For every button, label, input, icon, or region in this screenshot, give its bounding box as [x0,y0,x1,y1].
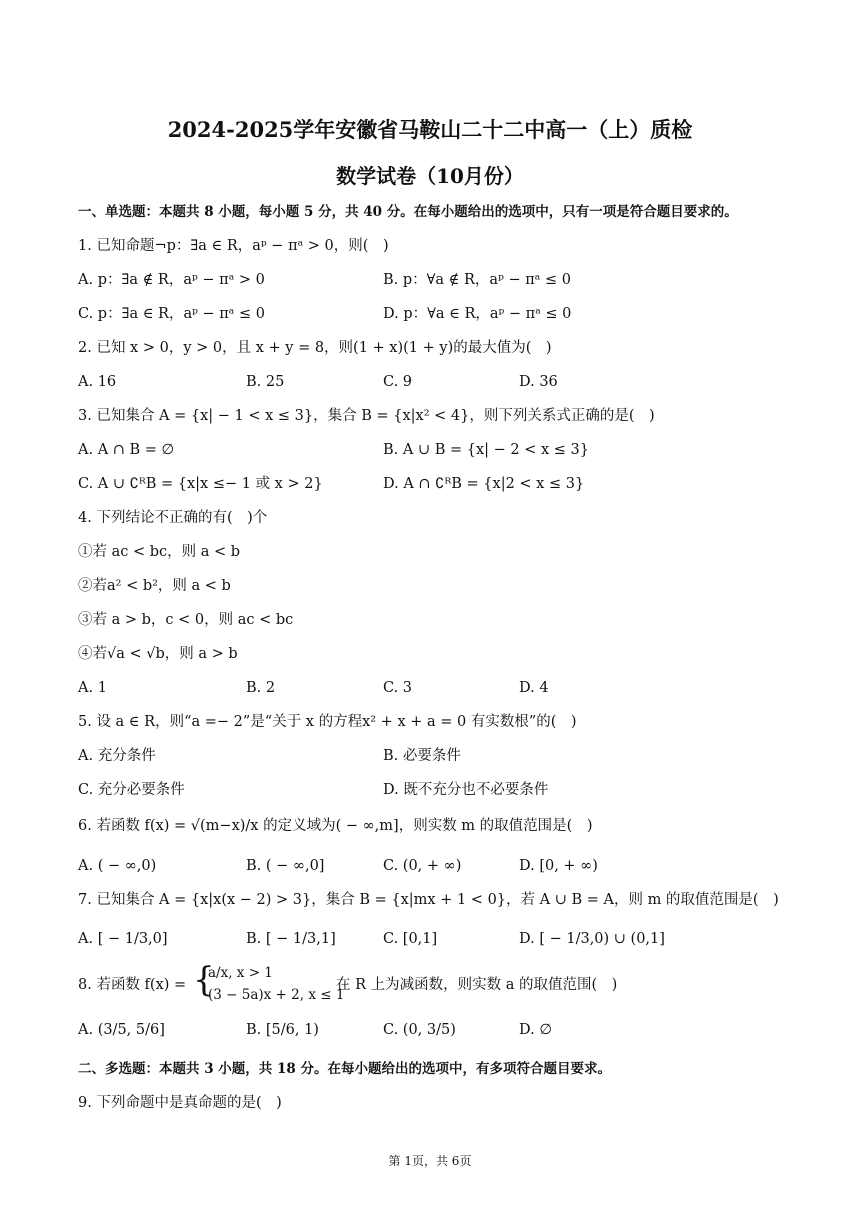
question-3-option-d: D. A ∩ ∁ᴿB = {x|2 < x ≤ 3} [383,476,585,492]
question-7-option-d: D. [ − 1/3,0) ∪ (0,1] [519,931,665,947]
question-4-option-c: C. 3 [383,680,413,696]
question-7-option-a: A. [ − 1/3,0] [78,931,168,947]
question-5-option-c: C. 充分必要条件 [78,782,185,798]
question-6-option-c: C. (0, + ∞) [383,858,462,874]
question-3-option-c: C. A ∪ ∁ᴿB = {x|x ≤− 1 或 x > 2} [78,476,323,492]
question-8-option-b: B. [5/6, 1) [246,1022,319,1038]
question-1-option-c: C. p：∃a ∈ R，aᵖ − πᵃ ≤ 0 [78,306,265,322]
question-3-option-b: B. A ∪ B = {x| − 2 < x ≤ 3} [383,442,589,458]
question-1-stem: 1. 已知命题¬p：∃a ∈ R，aᵖ − πᵃ > 0，则( ) [78,238,389,254]
question-8-case-1: a/x, x > 1 [208,965,273,981]
question-8-brace: { [193,960,215,1000]
question-5-stem: 5. 设 a ∈ R，则“a =− 2”是“关于 x 的方程x² + x + a = 0 有实数根”的( ) [78,714,577,730]
question-4-option-a: A. 1 [78,680,107,696]
question-9-stem: 9. 下列命题中是真命题的是( ) [78,1095,282,1111]
page-footer: 第 1页，共 6页 [388,1154,472,1168]
question-2-option-d: D. 36 [519,374,558,390]
question-6-option-d: D. [0, + ∞) [519,858,598,874]
question-6-stem: 6. 若函数 f(x) = √(m−x)/x 的定义域为( − ∞,m]，则实数 m 的取值范围是( ) [78,818,593,834]
question-8-stem-suffix: 在 R 上为减函数，则实数 a 的取值范围( ) [336,977,618,993]
question-5-option-b: B. 必要条件 [383,748,461,764]
question-4-statement-1: ①若 ac < bc，则 a < b [78,544,241,560]
question-5-option-a: A. 充分条件 [78,748,156,764]
question-4-option-b: B. 2 [246,680,276,696]
question-2-option-c: C. 9 [383,374,413,390]
question-8-option-c: C. (0, 3/5) [383,1022,456,1038]
question-4-statement-3: ③若 a > b，c < 0，则 ac < bc [78,612,294,628]
question-6-option-a: A. ( − ∞,0) [78,858,157,874]
question-3-stem: 3. 已知集合 A = {x| − 1 < x ≤ 3}，集合 B = {x|x² < 4}，则下列关系式正确的是( ) [78,408,655,424]
section-heading-multiple-choice: 二、多选题：本题共 3 小题，共 18 分。在每小题给出的选项中，有多项符合题目要求。 [78,1061,611,1077]
exam-subtitle: 数学试卷（10月份） [336,164,524,188]
question-7-stem: 7. 已知集合 A = {x|x(x − 2) > 3}，集合 B = {x|mx + 1 < 0}，若 A ∪ B = A，则 m 的取值范围是( ) [78,892,779,908]
exam-title: 2024-2025学年安徽省马鞍山二十二中高一（上）质检 [167,117,693,142]
question-7-option-b: B. [ − 1/3,1] [246,931,336,947]
question-2-stem: 2. 已知 x > 0，y > 0，且 x + y = 8，则(1 + x)(1 + y)的最大值为( ) [78,340,552,356]
question-8-case-2: (3 − 5a)x + 2, x ≤ 1 [208,987,345,1003]
question-5-option-d: D. 既不充分也不必要条件 [383,782,549,798]
question-8-stem-prefix: 8. 若函数 f(x) = [78,977,187,993]
question-1-option-b: B. p：∀a ∉ R，aᵖ − πᵃ ≤ 0 [383,272,571,288]
question-3-option-a: A. A ∩ B = ∅ [78,442,175,458]
question-1-option-d: D. p：∀a ∈ R，aᵖ − πᵃ ≤ 0 [383,306,572,322]
question-4-statement-4: ④若√a < √b，则 a > b [78,646,238,662]
question-8-option-a: A. (3/5, 5/6] [78,1022,165,1038]
question-2-option-b: B. 25 [246,374,285,390]
question-6-option-b: B. ( − ∞,0] [246,858,325,874]
question-8-option-d: D. ∅ [519,1022,552,1038]
question-1-option-a: A. p：∃a ∉ R，aᵖ − πᵃ > 0 [78,272,265,288]
section-heading-single-choice: 一、单选题：本题共 8 小题，每小题 5 分，共 40 分。在每小题给出的选项中，只有一项是符合题目要求的。 [78,204,738,220]
question-4-option-d: D. 4 [519,680,549,696]
question-4-statement-2: ②若a² < b²，则 a < b [78,578,231,594]
question-2-option-a: A. 16 [78,374,117,390]
question-4-stem: 4. 下列结论不正确的有( )个 [78,510,268,526]
question-7-option-c: C. [0,1] [383,931,438,947]
